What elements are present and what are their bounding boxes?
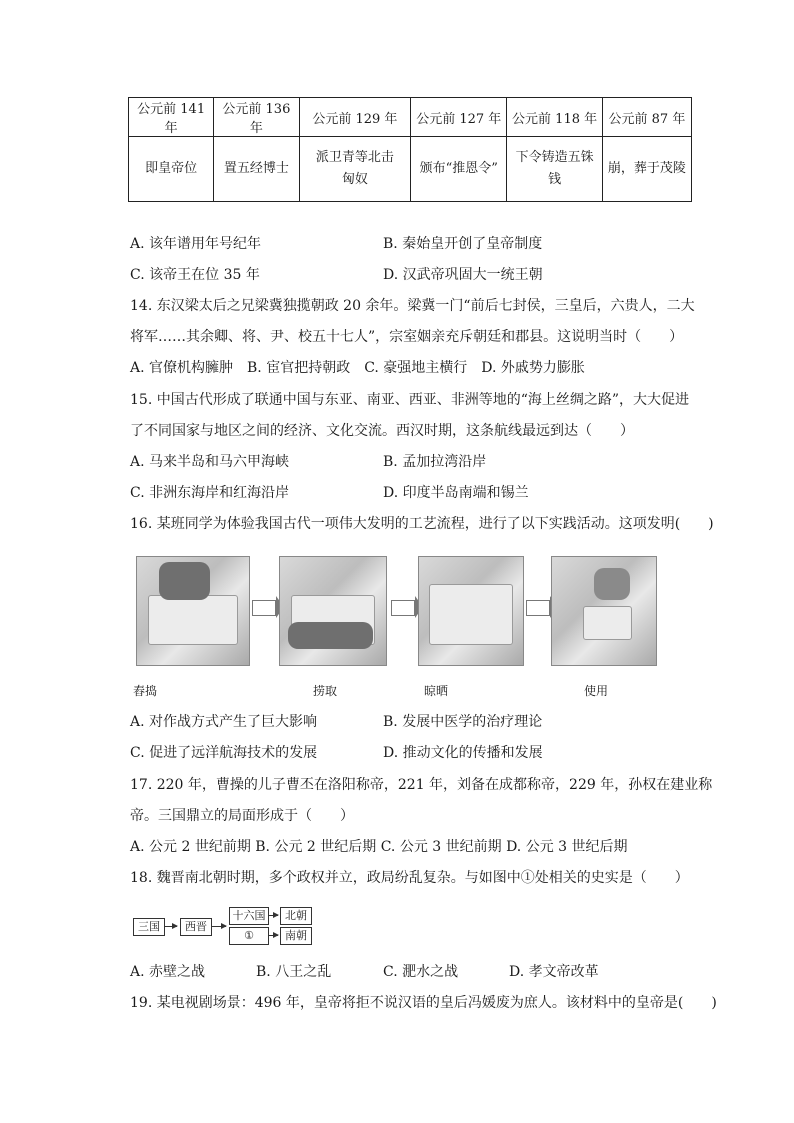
q16-option-d: D. 推动文化的传播和发展 xyxy=(383,745,543,761)
caption-scooping: 捞取 xyxy=(313,684,338,698)
q14-stem-line1: 14. 东汉梁太后之兄梁冀独揽朝政 20 余年。梁冀一门“前后七封侯，三皇后，六贵人，二大 xyxy=(130,298,695,314)
arrow-right-icon xyxy=(391,600,415,616)
q13-option-a: A. 该年谱用年号纪年 xyxy=(130,236,262,252)
q18-option-d: D. 孝文帝改革 xyxy=(509,964,599,980)
timeline-year: 公元前 87 年 xyxy=(602,98,691,137)
q15-option-b: B. 孟加拉湾沿岸 xyxy=(383,454,487,470)
diagram-arrow-icon xyxy=(212,926,226,927)
q18-option-b: B. 八王之乱 xyxy=(256,964,332,980)
photo-arm xyxy=(159,562,209,600)
diagram-shiliuguo: 十六国 xyxy=(229,907,269,925)
caption-using: 使用 xyxy=(584,684,609,698)
photo-scooping xyxy=(279,556,387,666)
arrow-right-icon xyxy=(526,600,550,616)
q13-option-d: D. 汉武帝巩固大一统王朝 xyxy=(383,267,543,283)
diagram-sanguo: 三国 xyxy=(133,918,165,936)
timeline-event: 崩，葬于茂陵 xyxy=(602,137,691,202)
timeline-year: 公元前 118 年 xyxy=(507,98,603,137)
timeline-event: 置五经博士 xyxy=(214,137,299,202)
q17-options: A. 公元 2 世纪前期 B. 公元 2 世纪后期 C. 公元 3 世纪前期 D. 公元 3 世纪后期 xyxy=(130,839,628,855)
timeline-event: 下令铸造五铢钱 xyxy=(507,137,603,202)
q17-stem-line1: 17. 220 年，曹操的儿子曹丕在洛阳称帝，221 年，刘备在成都称帝，229 年，孙权在建业称 xyxy=(130,777,713,793)
q13-option-b: B. 秦始皇开创了皇帝制度 xyxy=(383,236,543,252)
photo-arm xyxy=(288,622,373,649)
photo-tray xyxy=(148,595,237,646)
diagram-beichao: 北朝 xyxy=(280,907,312,925)
photo-tray xyxy=(429,584,512,645)
diagram-xijin: 西晋 xyxy=(180,918,212,936)
q15-option-d: D. 印度半岛南端和锡兰 xyxy=(383,485,529,501)
timeline-event: 即皇帝位 xyxy=(129,137,214,202)
q15-stem-line1: 15. 中国古代形成了联通中国与东亚、南亚、西亚、非洲等地的“海上丝绸之路”，大大促进 xyxy=(130,392,690,408)
diagram-arrow-icon xyxy=(269,935,278,936)
caption-drying: 晾晒 xyxy=(424,684,449,698)
q18-stem: 18. 魏晋南北朝时期，多个政权并立，政局纷乱复杂。与如图中①处相关的史实是（ ） xyxy=(130,870,689,886)
diagram-nanchao: 南朝 xyxy=(280,927,312,945)
photo-drying xyxy=(418,556,524,666)
q15-option-a: A. 马来半岛和马六甲海峡 xyxy=(130,454,290,470)
q14-options: A. 官僚机构臃肿 B. 宦官把持朝政 C. 豪强地主横行 D. 外戚势力膨胀 xyxy=(130,360,585,376)
q16-stem: 16. 某班同学为体验我国古代一项伟大发明的工艺流程，进行了以下实践活动。这项发明( ) xyxy=(130,516,714,532)
arrow-right-icon xyxy=(252,600,276,616)
diagram-arrow-icon xyxy=(269,915,278,916)
timeline-year: 公元前 141 年 xyxy=(129,98,214,137)
q16-option-c: C. 促进了远洋航海技术的发展 xyxy=(130,745,318,761)
timeline-event: 派卫青等北击匈奴 xyxy=(299,137,411,202)
timeline-table xyxy=(128,97,692,202)
timeline-year: 公元前 127 年 xyxy=(411,98,507,137)
caption-pounding: 舂捣 xyxy=(133,684,158,698)
q16-option-b: B. 发展中医学的治疗理论 xyxy=(383,714,543,730)
timeline-event-row xyxy=(129,137,692,202)
q19-stem: 19. 某电视剧场景：496 年，皇帝将拒不说汉语的皇后冯媛废为庶人。该材料中的皇帝是( ) xyxy=(130,995,717,1011)
photo-pounding xyxy=(136,556,250,666)
q14-stem-line2: 将军……其余卿、将、尹、校五十七人”，宗室姻亲充斥朝廷和郡县。这说明当时（ ） xyxy=(130,329,684,345)
q16-option-a: A. 对作战方式产生了巨大影响 xyxy=(130,714,318,730)
timeline-year-row xyxy=(129,98,692,137)
timeline-year: 公元前 129 年 xyxy=(299,98,411,137)
photo-using xyxy=(551,556,657,666)
q17-stem-line2: 帝。三国鼎立的局面形成于（ ） xyxy=(130,808,354,824)
photo-paper xyxy=(583,606,632,640)
photo-hand xyxy=(594,568,630,600)
q18-option-c: C. 淝水之战 xyxy=(383,964,459,980)
q13-option-c: C. 该帝王在位 35 年 xyxy=(130,267,260,283)
q15-option-c: C. 非洲东海岸和红海沿岸 xyxy=(130,485,290,501)
timeline-event: 颁布“推恩令” xyxy=(411,137,507,202)
q18-option-a: A. 赤壁之战 xyxy=(130,964,206,980)
diagram-arrow-icon xyxy=(165,926,177,927)
diagram-marker-1: ① xyxy=(229,927,269,945)
q15-stem-line2: 了不同国家与地区之间的经济、文化交流。西汉时期，这条航线最远到达（ ） xyxy=(130,423,634,439)
timeline-year: 公元前 136 年 xyxy=(214,98,299,137)
